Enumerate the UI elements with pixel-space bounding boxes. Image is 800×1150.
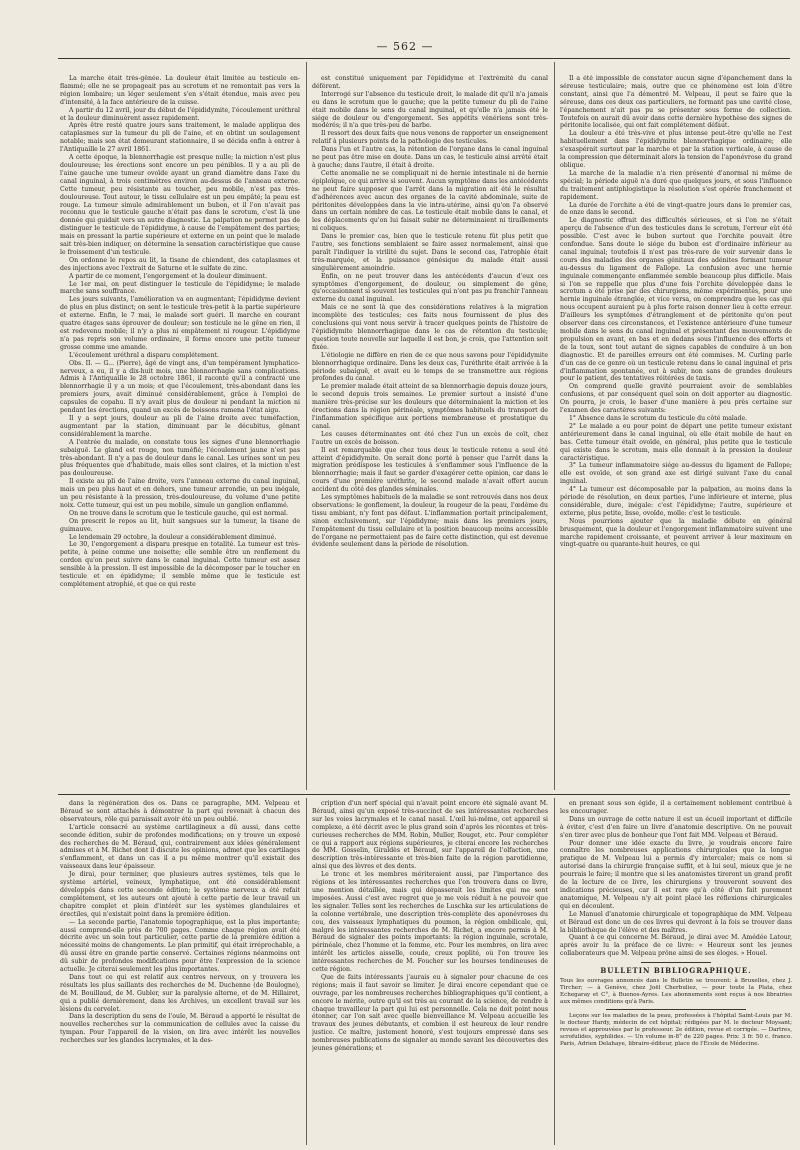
paragraph: Obs. II. — G... (Pierre), âgé de vingt ans, d'un tempérament lymphatico-nerveux, a eu, il y a dix-huit mois, une blennorrhagie sans complications. Admis à l'Antiquaille le 28 octobre 1861, il raconte qu'il a contracté une blennorrhagie il y a un mois; et que l'écoulement, très-abondant dans les premiers jours, avait diminué considérablement, grâce à l'emploi de capsules de copahu. Il n'y avait plus de douleur ni pendant la miction ni pendant les érections, quand un excès de boissons ramena l'état aigu. (60, 359, 300, 415)
paragraph: A l'entrée du malade, on constate tous les signes d'une blennorrhagie subaiguë. Le gland est rouge, non tuméfié; l'écoulement jaune n'est pas très-abondant. Il n'y a pas de douleur dans le canal. Les urines sont un peu plus fréquentes que d'habitude, mais elles sont claires, et la miction n'est pas douloureuse. (60, 438, 300, 478)
paragraph: On prescrit le repos au lit, huit sangsues sur la tumeur, la tisane de guimauve. (60, 517, 300, 533)
paragraph: 4° La tumeur est décomposable par la palpation, au moins dans la période de résolution, en deux parties, l'une inférieure et interne, plus considérable, dure, inégale: c'est l'épididyme; l'autre, supérieure et externe, plus petite, lisse, ovoïde, molle: c'est le testicule. (560, 486, 792, 517)
column-2-top (312, 75, 548, 790)
paragraph: On ordonne le repos au lit, la tisane de chiendent, des cataplasmes et des injections avec l'extrait de Saturne et le sulfate de zinc. (60, 256, 300, 272)
paragraph: est constitué uniquement par l'épididyme et l'extrémité du canal déférent. (312, 75, 548, 90)
column-1-top (60, 75, 300, 790)
paragraph: Mais ce ne sont là que des considérations relatives à la migration incomplète des testicules; ces faits nous fournissent de plus des conclusions qui vont nous servir à tracer quelques points de l'histoire de l'épididymite blennorrhagique dans le cas de rétention du testicule; question toute nouvelle sur laquelle il est bon, je crois, que l'attention soit fixée. (312, 304, 548, 351)
column-divider-1 (306, 62, 307, 790)
paragraph: Il existe au pli de l'aine droite, vers l'anneau externe du canal inguinal, mais un peu plus haut et en dehors, une tumeur arrondie, un peu inégale, un peu résistante à la pression, très-douloureuse, du volume d'une petite noix. Cette tumeur, qui est un peu mobile, simule un ganglion enflammé. (60, 478, 300, 509)
bulletin-rule-top (641, 962, 711, 963)
column-divider-4 (554, 798, 555, 1145)
paragraph: en prenant sous son égide, il a certainement noblement contribué à les encourager. (560, 800, 792, 815)
paragraph: 1° Absence dans le scrotum du testicule du côté malade. (569, 414, 748, 422)
paragraph: Il est remarquable que chez tous deux le testicule retenu a seul été atteint d'épididymite. On serait donc porté à penser que l'arrêt dans la migration prédispose les testicules à s'enflammer sous l'influence de la blennorrhagie; mais il faut se garder d'exagérer cette opinion, car dans le cours d'une première uréthrite, le second malade n'avait offert aucun accident du côté des glandes séminales. (312, 446, 548, 494)
paragraph: Le tronc et les membres mériteraient aussi, par l'importance des régions et les intéressantes recherches que l'on trouvera dans ce livre, une mention détaillée, mais qui dépasserait les limites qui me sont imposées. Aussi c'est avec regret que je me vois réduit à ne pouvoir que les signaler. Telles sont les recherches de Luschka sur les articulations de la colonne vertébrale, une description très-complète des aponévroses du cou, des vaisseaux lymphatiques du poumon, la région ombilicale, qui, malgré les intéressantes recherches de M. Richet, a encore permis à M. Béraud de signaler des points importants: la région inguinale, scrotale, périnéale, chez l'homme et la femme, etc. Pour les membres, on lira avec intérêt les articles aisselle, coude, creux poplité, où l'on trouve les intéressantes recherches de M. Foucher sur les bourses tendineuses de cette région. (312, 871, 548, 974)
paragraph: Je dirai, pour terminer, que plusieurs autres systèmes, tels que le système artériel, veineux, lymphatique, ont été considérablement développés dans cette seconde édition; le système nerveux a été refait complétement, et les auteurs ont ajouté à cette partie de leur travail un chapitre complet et plein d'intérêt sur les systèmes glandulaires et érectiles, qui n'existait point dans la première édition. (60, 871, 300, 918)
column-3-bottom (560, 800, 792, 1145)
paragraph: Cette anomalie ne se compliquait ni de hernie intestinale ni de hernie épiploïque, ce qui arrive si souvent. Aucun symptôme dans les antécédents ne peut faire supposer que l'arrêt dans la migration ait été le résultat d'adhérences avec aucun des organes de la cavité abdominale, suite de péritonites développées dans la vie intra-utérine, ainsi qu'on l'a observé dans un certain nombre de cas. Le testicule était mobile dans le canal, et les déplacements qu'on lui faisait subir ne déterminaient ni tiraillements ni coliques. (312, 169, 548, 233)
paragraph: Le Manuel d'anatomie chirurgicale et topographique de MM. Velpeau et Béraud est donc un de ces livres qui devront à la fois se trouver dans la bibliothèque de l'élève et des maîtres. (560, 910, 792, 934)
column-divider-2 (554, 62, 555, 790)
paragraph: Que de faits intéressants j'aurais eu à signaler pour chacune de ces régions; mais il faut savoir se limiter. Je dirai encore cependant que ce ouvrage, par les nombreuses recherches bibliographiques qu'il contient, a encore le mérite, outre qu'il est très au courant de la science, de rendre à chaque travailleur la part qui lui est personnelle. Cela ne doit point nous étonner, car l'on sait avec quelle bienveillance M. Velpeau accueille les travaux des jeunes débutants, et combien il est heureux de leur rendre justice. Ce maître, justement honoré, s'est toujours empressé dans ses nombreuses publications de signaler au monde savant les découvertes des jeunes générations; et (312, 973, 548, 1053)
paragraph: Dans l'un et l'autre cas, la rétention de l'organe dans le canal inguinal ne peut pas être mise en doute. Dans un cas, le testicule ainsi arrêté était à gauche; dans l'autre, il était à droite. (312, 146, 548, 169)
paragraph: La douleur a été très-vive et plus intense peut-être qu'elle ne l'est habituellement dans l'épididymite blennorrhagique ordinaire; elle s'exaspérait surtout par la marche et par la station verticale, à cause de la compression que déterminait alors la tension de l'aponévrose du grand oblique. (560, 130, 792, 169)
paragraph: A partir du 12 avril, jour du début de l'épididymite, l'écoulement uréthral et la douleur diminuèrent assez rapidement. (60, 106, 300, 122)
bulletin-rule (606, 1009, 745, 1010)
paragraph: Quant à ce qui concerne M. Béraud, je dirai avec M. Amédée Latour, après avoir lu la préface de ce livre: « Heureux sont les jeunes collaborateurs que M. Velpeau prône ainsi de ses éloges. » Houel. (560, 934, 792, 958)
paragraph: — La seconde partie, l'anatomie topographique, est la plus importante; aussi comprend-elle près de 700 pages. Comme chaque région avait été décrite avec un soin tout particulier, cette partie de la première édition a nécessité moins de changements. Le plan primitif, qui était irréprochable, a dû aussi être en grande partie conservé. Certaines régions néanmoins ont dû subir de profondes modifications pour être l'expression de la science actuelle. Je citerai seulement les plus importantes. (60, 918, 300, 974)
paragraph: La marche était très-gênée. La douleur était limitée au testicule en-flammé; elle ne se propageait pas au scrotum et ne remontait pas vers la région lombaire; un léger seulement s'en s'était étendue, mais avec peu d'intensité, à la face antérieure de la cuisse. (60, 75, 300, 106)
paragraph: Le lendemain 29 octobre, la douleur a considérablement diminué. (69, 533, 277, 541)
paragraph: On ne trouve dans le scrotum que le testicule gauche, qui est normal. (69, 509, 288, 517)
page-number: — 562 — (376, 40, 434, 53)
paragraph: Nous pourrions ajouter que la maladie débute en général brusquement, que la douleur et l'engorgement inflammatoire suivent une marche rapidement croissante, et peuvent arriver à leur maximum en vingt-quatre ou quarante-huit heures, ce qui (560, 517, 792, 549)
paragraph: Dans tout ce qui est relatif aux centres nerveux, on y trouvera les résultats les plus saillants des recherches de M. Duchenne (de Boulogne), de M. Bouillaud, de M. Gubler, sur la paralysie alterne, et de M. Hillairet, qui a publié dernièrement, dans les Archives, un excellent travail sur les lésions du cervelet. (60, 973, 300, 1013)
paragraph: 3° La tumeur inflammatoire siége au-dessus du ligament de Fallope; elle est ovoïde, et son grand axe est dirigé suivant l'axe du canal inguinal. (560, 462, 792, 486)
paragraph: Dans la description du sens de l'ouïe, M. Béraud a apporté le résultat de nouvelles recherches sur la communication de cellules avec la caisse du tympan. Pour l'appareil de la vision, on lira avec intérêt les nouvelles recherches sur les glandes lacrymales, et la des- (60, 1013, 300, 1045)
page-header (60, 40, 750, 54)
paragraph: Il a été impossible de constater aucun signe d'épanchement dans la séreuse testiculaire; mais, outre que ce phénomène est loin d'être constant, ainsi que l'a démontré M. Velpeau, il peut se faire que la séreuse, dans ces deux cas particuliers, ne formant pas une cavité close, l'épanchement n'ait pas pu se présenter sous forme de collection. Toutefois on aurait dû avoir dans cette dernière hypothèse des signes de péritonite localisée, qui ont fait complétement défaut. (560, 75, 792, 130)
paragraph: Le premier malade était atteint de sa blennorrhagie depuis douze jours, le second depuis trois semaines. Le premier surtout a insisté d'une manière très-précise sur les douleurs que déterminaient la miction et les érections dans la région périnéale, symptômes habituels du transport de l'inflammation spécifique aux portions membraneuse et prostatique du canal. (312, 383, 548, 430)
paragraph: A partir de ce moment, l'engorgement et la douleur diminuent. (69, 272, 268, 280)
paragraph: L'article consacré au système cartilagineux a dû aussi, dans cette seconde édition, subir de profondes modifications; on y trouve un exposé des recherches de M. Béraud, qui, contrairement aux idées généralement admises et à M. Richet dont il discute les opinions, admet que les cartilages s'enflamment, et dans un cas il a pu même montrer qu'il existait des vaisseaux dans leur épaisseur. (60, 823, 300, 871)
paragraph: Le 30, l'engorgement a disparu presque en totalité. La tumeur est très-petite, à peine comme une noisette; elle semble être un renflement du cordon qu'on peut suivre dans le canal inguinal. Cette tumeur est assez sensible à la pression. Il est impossible de la décomposer par le toucher en testicule et en épididyme; il semble même que le testicule est complétement atrophié, et que ce qui reste (60, 541, 300, 588)
column-2-bottom (312, 800, 548, 1145)
paragraph: dans la régénération des os. Dans ce paragraphe, MM. Velpeau et Béraud se sont attachés à démontrer la part qui revenait à chacun des observateurs, rôle qui paraissait avoir été un peu oublié. (60, 800, 300, 823)
paragraph: La marche de la maladie n'a rien présenté d'anormal ni même de spécial; la période aiguë n'a duré que quelques jours, et sous l'influence du traitement antiphlogistique la résolution s'est opérée franchement et rapidement. (560, 169, 792, 201)
bulletin-intro: Tous les ouvrages annoncés dans le Bulletin se trouvent: à Bruxelles, chez J. Tircher; — à Genève, chez Joël Cherbuliez, — pour toute la Plata, chez Echegaray et C°, à Buenos-Ayres. Les abonnements sont reçus à nos librairies aux mêmes conditions qu'à Paris. (560, 978, 792, 1006)
section-divider (58, 794, 790, 795)
paragraph: Le 1er mai, on peut distinguer le testicule de l'épididyme; le malade marche sans souffrance. (60, 280, 300, 296)
header-rule (58, 58, 790, 59)
bulletin-entry: Leçons sur les maladies de la peau, professées à l'hôpital Saint-Louis par M. le docteur Hardy, médecin de cet hôpital; rédigées par M. le docteur Moysant; revues et approuvées par le professeur. 2e édition, revue et corrigée. — Dartres, scrofulides, syphilides. — Un volume in-8° de 220 pages. Prix: 3 fr. 50 c. franco. Paris, Adrien Delahaye, libraire-éditeur, place de l'École de Médecine. (560, 1013, 792, 1048)
paragraph: Les symptômes habituels de la maladie se sont retrouvés dans nos deux observations: le gonflement, la douleur, la rougeur de la peau, l'œdème du tissu ambiant, n'y font pas défaut. L'inflammation portait principalement, sinon exclusivement, sur l'épididyme; mais dans les premiers jours, l'empâtement du tissu cellulaire et la position beaucoup moins accessible de l'organe ne permettaient pas de faire cette distinction, qui est devenue évidente seulement dans la période de résolution. (312, 494, 548, 549)
paragraph: Il y a sept jours, douleur au pli de l'aine droite avec tuméfaction, augmentant par la station, diminuant par le décubitus, gênant considérablement la marche. (60, 414, 300, 438)
paragraph: 2° Le malade a eu pour point de départ une petite tumeur existant antérieurement dans le canal inguinal, où elle était mobile de haut en bas. Cette tumeur était ovoïde, en général, plus petite que le testicule qui existe dans le scrotum, mais elle donnait à la pression la douleur caractéristique. (560, 422, 792, 462)
paragraph: Les causes déterminantes ont été chez l'un un excès de coït, chez l'autre un excès de boisson. (312, 430, 548, 446)
paragraph: Dans le premier cas, bien que le testicule retenu fût plus petit que l'autre, ses fonctions semblaient se faire assez normalement, ainsi que paraît l'indiquer la virilité du sujet. Dans le second cas, l'atrophie était très-marquée, et la puissance génésique du malade était aussi singulièrement amoindrie. (312, 233, 548, 272)
paragraph: La durée de l'orchite a été de vingt-quatre jours dans le premier cas, de onze dans le second. (560, 201, 792, 217)
paragraph: Enfin, on ne peut trouver dans les antécédents d'aucun d'eux ces symptômes d'engorgement, de douleur, ou simplement de gêne, qu'occasionnent si souvent les testicules qui n'ont pas pu franchir l'anneau externe du canal inguinal. (312, 272, 548, 304)
paragraph: Il ressort des deux faits que nous venons de rapporter un enseignement relatif à plusieurs points de la pathologie des testicules. (312, 130, 548, 146)
paragraph: Pour donner une idée exacte du livre, je voudrais encore faire connaître les nombreuses applications chirurgicales que la longue pratique de M. Velpeau lui a permis d'y intercaler; mais ce nom si autorisé dans la chirurgie française suffit, et à lui seul, mieux que je ne pourrais le faire; il montre que si les anatomistes tireront un grand profit de la lecture de ce livre, les chirurgiens y trouveront souvent des indications précieuses, car il est rare qu'à côté d'un fait purement anatomique, M. Velpeau n'y ait point placé les réflexions chirurgicales qui en découlent. (560, 839, 792, 910)
paragraph: Les jours suivants, l'amélioration va en augmentant; l'épididyme devient de plus en plus distinct; on sent le testicule très-petit à la partie supérieure et externe. Enfin, le 7 mai, le malade sort guéri. Il marche en courant quatre étages sans éprouver de douleur; son testicule ne le gêne en rien, il est redevenu mobile; il n'y a plus ni empâtement ni rougeur. L'épididyme n'a pas repris son volume ordinaire, il forme encore une petite tumeur grosse comme une amande. (60, 296, 300, 351)
paragraph: Interrogé sur l'absence du testicule droit, le malade dit qu'il n'a jamais eu dans le scrotum que le gauche; que la petite tumeur du pli de l'aine était mobile dans le sens du canal inguinal, et qu'elle n'a jamais été le siége de douleur ou d'engorgement. Ses appétits vénériens sont très-modérés; il n'a que très-peu de barbe. (312, 90, 548, 130)
paragraph: L'étiologie ne diffère en rien de ce que nous savons pour l'épididymite blennorrhagique ordinaire. Dans les deux cas, l'uréthrite était arrivée à la période subaiguë, et avait eu le temps de se transmettre aux régions profondes du canal. (312, 351, 548, 383)
column-1-bottom (60, 800, 300, 1145)
paragraph: Dans un ouvrage de cette nature il est un écueil important et difficile à éviter, c'est d'en faire un livre d'anatomie descriptive. On ne pouvait s'en tirer avec plus de bonheur que l'ont fait MM. Velpeau et Béraud. (560, 815, 792, 839)
paragraph: On comprend quelle gravité pourraient avoir de semblables confusions, et par conséquent quel soin on doit apporter au diagnostic. On pourra, je crois, le baser d'une manière à peu près certaine sur l'examen des caractères suivants: (560, 383, 792, 415)
column-divider-3 (306, 798, 307, 1145)
paragraph: A cette époque, la blennorrhagie est presque nulle; la miction n'est plus douloureuse; les érections sont encore un peu pénibles. Il y a au pli de l'aine gauche une tumeur ovoïde ayant un grand diamètre dans l'axe du canal inguinal, à trois centimètres environ au-dessus de l'anneau externe. Cette tumeur, peu résistante au toucher, peu mobile, n'est pas très-douloureuse. Tout autour, le tissu cellulaire est un peu empâté; la peau est rouge. La tumeur simule admirablement un bubon, et il l'on n'avait pas reconnu que le testicule gauche n'était pas dans le scrotum, c'est là une donnée qui guidait vers un autre diagnostic. La palpation ne permet pas de distinguer le testicule de l'épididyme, à cause de l'empâtement des parties; mais en pressant la partie supérieure et externe en un point que le malade sait très-bien indiquer, on détermine la sensation caractéristique que cause le froissement d'un testicule. (60, 154, 300, 256)
column-3-top (560, 75, 792, 790)
paragraph: Après être resté quatre jours sans traitement, le malade appliqua des cataplasmes sur la tumeur du pli de l'aine, et en obtint un soulagement notable; mais son état demeurant stationnaire, il se décida enfin à entrer à l'Antiquaille le 27 avril 1861. (60, 122, 300, 154)
paragraph: L'écoulement uréthral a disparu complétement. (69, 351, 220, 359)
paragraph: cription d'un nerf spécial qui n'avait point encore été signalé avant M. Béraud, ainsi qu'un exposé très-succinct de ses intéressantes recherches sur les voies lacrymales et le canal nasal. L'œil lui-même, cet appareil si complexe, a été décrit avec le plus grand soin d'après les récentes et très-curieuses recherches de MM. Robin, Muller, Rouget, etc. Pour compléter ce qui a rapport aux régions supérieures, je citerai encore les recherches de MM. Gosselin, Giraldès et Béraud, sur l'appareil de l'olfaction, une description très-intéressante et très-bien faite de la région parotidienne, ainsi que des lèvres et des dents. (312, 800, 548, 871)
paragraph: Le diagnostic offrait des difficultés sérieuses, et si l'on ne s'était aperçu de l'absence d'un des testicules dans le scrotum, l'erreur eût été possible. C'est avec le bubon surtout que l'orchite pouvait être confondue. Sans doute le siége du bubon est d'ordinaire inférieur au canal inguinal; toutefois il n'est pas très-rare de voir survenir dans le cours des maladies des organes génitaux des adénites formant tumeur au-dessus du ligament de Fallope. La confusion avec une hernie inguinale commençante enflammée semble beaucoup plus difficile. Mais si l'on se rappelle que plus d'une fois l'orchite développée dans le scrotum a été prise par des chirurgiens, même expérimentés, pour une hernie inguinale étranglée, et vice versa, on comprendra que les cas qui nous occupent auraient pu à plus forte raison donner lieu à cette erreur. D'ailleurs les symptômes d'étranglement et de péritonite qu'on peut observer dans ces circonstances, et l'existence antérieure d'une tumeur mobile dans le sens du canal inguinal et présentant des mouvements de propulsion en avant, en bas et en dedans sous l'influence des efforts et de la toux, sont tout autant de signes capables de conduire à un bon diagnostic. Et de pareilles erreurs ont été commises. M. Curling parle d'un cas de ce genre où un testicule retenu dans le canal inguinal et pris d'inflammation spontanée, eut à subir, non sans de grandes douleurs pour le patient, des tentatives réitérées de taxis. (560, 217, 792, 383)
bulletin-title: BULLETIN BIBLIOGRAPHIQUE. (600, 966, 752, 976)
